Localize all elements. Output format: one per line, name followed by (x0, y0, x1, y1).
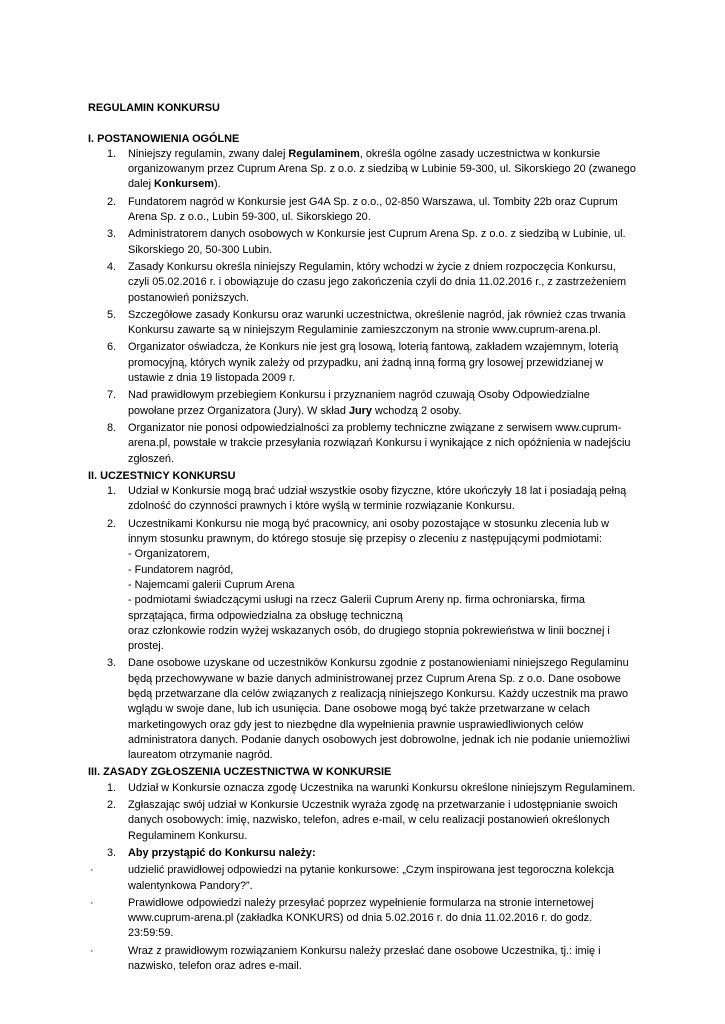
list-item: 3. Administratorem danych osobowych w Konkursie jest Cuprum Arena Sp. z o.o. z siedzibą w Lubinie, ul. Sikorskiego 20, 50-300 Lubin. (107, 228, 626, 256)
section-heading-general: I. POSTANOWIENIA OGÓLNE (88, 132, 240, 145)
section-entry-rules-list (88, 781, 637, 861)
section-heading-entry-rules: III. ZASADY ZGŁOSZENIA UCZESTNICTWA W KONKURSIE (88, 766, 392, 779)
list-item: · Prawidłowe odpowiedzi należy przesyłać poprzez wypełnienie formularza na stronie internetowej www.cuprum-arena.pl (zakładka KONKURS) od dnia 5.02.2016 r. do dnia 11.02.2016 r. do godz. 23:59:59. (90, 896, 594, 940)
bullet-icon: · (90, 896, 94, 909)
list-item: 4. Zasady Konkursu określa niniejszy Regulamin, który wchodzi w życie z dniem rozpoczęcia Konkursu, czyli 05.02.2016 r. i obowiązuje do czasu jego zakończenia czyli do dnia 11.02.2016 r., z zastrzeżeniem postanowień poniższych. (107, 260, 627, 304)
list-item: 6. Organizator oświadcza, że Konkurs nie jest grą losową, loterią fantową, zakładem wzajemnym, loterią promocyjną, których wynik zależy od przypadku, ani żadną inną formą gry losowej przewidzianej w ustawie z dnia 19 listopada 2009 r. (107, 341, 619, 385)
list-item: · Wraz z prawidłowym rozwiązaniem Konkursu należy przesłać dane osobowe Uczestnika, tj.: imię i nazwisko, telefon oraz adres e-mail. (90, 944, 601, 973)
list-item: · udzielić prawidłowej odpowiedzi na pytanie konkursowe: „Czym inspirowana jest tegoroczna kolekcja walentynkowa Pandory?”. (90, 864, 615, 892)
list-item: 5. Szczegółowe zasady Konkursu oraz warunki uczestnictwa, określenie nagród, jak również czas trwania Konkursu zawarte są w niniejszym Regulaminie zamieszczonym na stronie www.cuprum-arena.pl. (107, 308, 626, 337)
section-general-list (88, 147, 637, 467)
section-heading-participants: II. UCZESTNICY KONKURSU (88, 469, 236, 482)
list-item: 1. Udział w Konkursie mogą brać udział wszystkie osoby fizyczne, które ukończyły 18 lat i posiadają pełną zdolność do czynności prawnych i które wyślą w terminie rozwiązanie Konkursu. (107, 485, 627, 513)
list-item: 2. Fundatorem nagród w Konkursie jest G4A Sp. z o.o., 02-850 Warszawa, ul. Tombity 22b oraz Cuprum Arena Sp. z o.o., Lubin 59-300, ul. Sikorskiego 20. (107, 195, 618, 224)
list-item: 3. Dane osobowe uzyskane od uczestników Konkursu zgodnie z postanowieniami niniejszego Regulaminu będą przechowywane w bazie danych administrowanej przez Cuprum Arena Sp. z o.o. Dane osobowe będą przetwarzane dla celów związanych z realizacją niniejszego Konkursu. Każdy uczestnik ma prawo wglądu w swoje dane, lub ich usunięcia. Dane osobowe mogą być także przetwarzane w celach marketingowych oraz gdy jest to niezbędne dla wypełnienia prawnie usprawiedliwionych celów administratora danych. Podanie danych osobowych jest dobrowolne, jednak ich nie podanie uniemożliwi laureatom otrzymanie nagród. (107, 657, 630, 762)
list-item: 2. Uczestnikami Konkursu nie mogą być pracownicy, ani osoby pozostające w stosunku zlecenia lub w innym stosunku prawnym, do którego stosuje się przepisy o zleceniu z następującymi podmiotami: - Organizatorem, - Fundatorem nagród, - Najemcami galerii Cuprum Arena - podmiotami świadczącymi usługi na rzecz Galerii Cuprum Areny np. firma ochroniarska, firma sprzątająca, firma odpowiedzialna za obsługę techniczną oraz członkowie rodzin wyżej wskazanych osób, do drugiego stopnia pokrewieństwa w linii bocznej i prostej. (107, 517, 610, 653)
list-item: 1. Niniejszy regulamin, zwany dalej Regulaminem, określa ogólne zasady uczestnictwa w konkursie organizowanym przez Cuprum Arena Sp. z o.o. z siedzibą w Lubinie 59-300, ul. Sikorskiego 20 (zwanego dalej Konkursem). (107, 147, 636, 191)
list-item: 8. Organizator nie ponosi odpowiedzialności za problemy techniczne związane z serwisem www.cuprum-arena.pl, powstałe w trakcie przesyłania rozwiązań Konkursu i wynikające z nich opóźnienia w nadejściu zgłoszeń. (107, 421, 631, 465)
bullet-icon: · (90, 864, 94, 877)
section-participants-list (88, 484, 637, 763)
list-item: 7. Nad prawidłowym przebiegiem Konkursu i przyznaniem nagród czuwają Osoby Odpowiedzialne powołane przez Organizatora (Jury). W skład Jury wchodzą 2 osoby. (107, 389, 590, 417)
list-item: 1. Udział w Konkursie oznacza zgodę Uczestnika na warunki Konkursu określone niniejszym Regulaminem. (107, 781, 636, 794)
entry-steps-list (88, 863, 637, 974)
list-item: 2. Zgłaszając swój udział w Konkursie Uczestnik wyraża zgodę na przetwarzanie i udostępnianie swoich danych osobowych: imię, nazwisko, telefon, adres e-mail, w celu realizacji postanowień określonych Regulaminem Konkursu. (107, 799, 618, 842)
list-item: 3. Aby przystąpić do Konkursu należy: (107, 846, 316, 859)
bullet-icon: · (90, 944, 94, 957)
document-title: REGULAMIN KONKURSU (88, 102, 220, 114)
